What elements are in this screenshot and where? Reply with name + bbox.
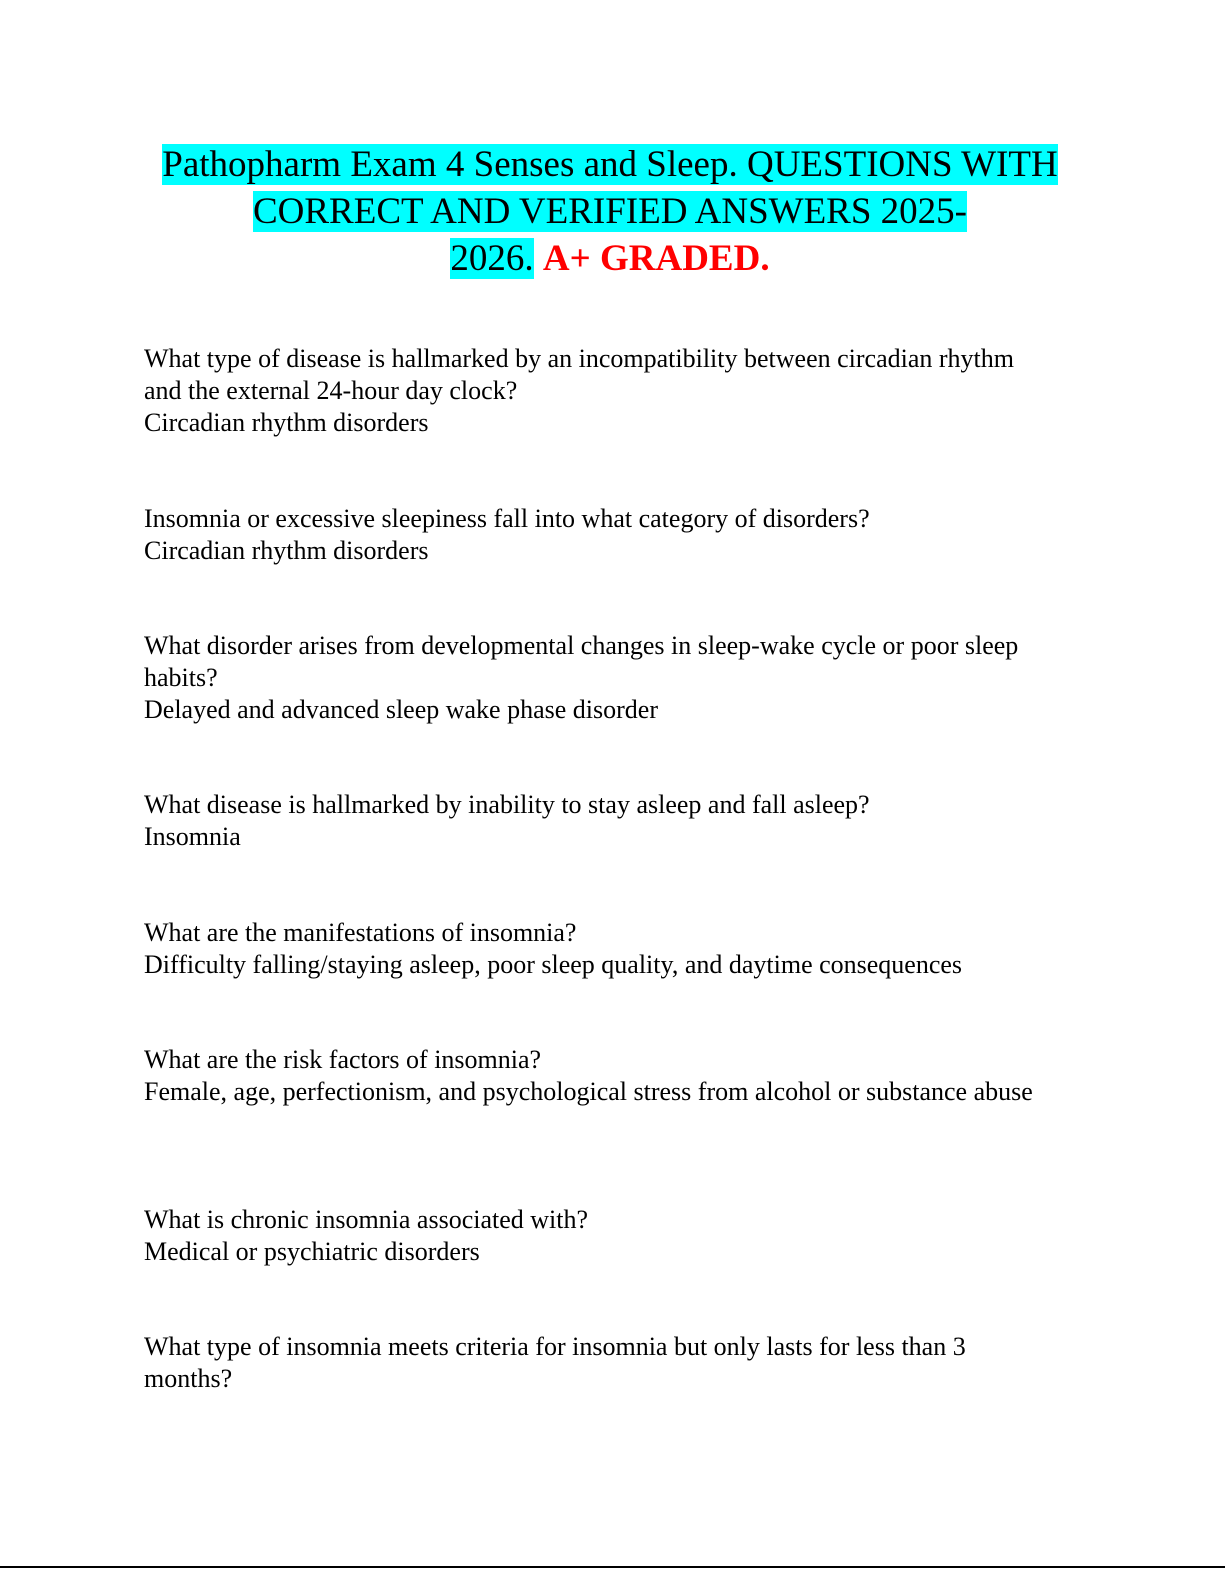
qa-item: [144, 789, 1044, 853]
qa-item: [144, 1331, 1044, 1395]
qa-item: [144, 1044, 1044, 1108]
question-text: What are the risk factors of insomnia?: [144, 1045, 542, 1074]
title-highlighted-text: Pathopharm Exam 4 Senses and Sleep. QUESTIONS WITH CORRECT AND VERIFIED ANSWERS 2025-: [162, 144, 1058, 232]
question-text: Insomnia or excessive sleepiness fall into what category of disorders?: [144, 504, 870, 533]
answer-text: Circadian rhythm disorders: [144, 408, 429, 437]
question-text: What disorder arises from developmental changes in sleep-wake cycle or poor sleep habits?: [144, 631, 1019, 692]
qa-item: [144, 503, 1044, 567]
title-grade-label: A+ GRADED.: [542, 238, 770, 279]
question-text: What disease is hallmarked by inability to stay asleep and fall asleep?: [144, 790, 870, 819]
title-highlighted-year: 2026.: [450, 238, 534, 279]
qa-item: [144, 630, 1044, 726]
answer-text: Female, age, perfectionism, and psychological stress from alcohol or substance abuse: [144, 1077, 1033, 1106]
question-text: What type of insomnia meets criteria for insomnia but only lasts for less than 3 months?: [144, 1332, 966, 1393]
answer-text: Insomnia: [144, 822, 241, 851]
answer-text: Delayed and advanced sleep wake phase disorder: [144, 695, 658, 724]
page-bottom-divider: [0, 1566, 1225, 1568]
question-text: What type of disease is hallmarked by an incompatibility between circadian rhythm and the external 24-hour day clock?: [144, 344, 1014, 405]
answer-text: Difficulty falling/staying asleep, poor sleep quality, and daytime consequences: [144, 950, 963, 979]
question-text: What are the manifestations of insomnia?: [144, 918, 577, 947]
qa-item: [144, 1204, 1044, 1268]
qa-item: [144, 343, 1044, 439]
answer-text: Medical or psychiatric disorders: [144, 1237, 480, 1266]
question-text: What is chronic insomnia associated with?: [144, 1205, 589, 1234]
page-title: [150, 141, 1070, 282]
answer-text: Circadian rhythm disorders: [144, 536, 429, 565]
qa-item: [144, 917, 1044, 981]
